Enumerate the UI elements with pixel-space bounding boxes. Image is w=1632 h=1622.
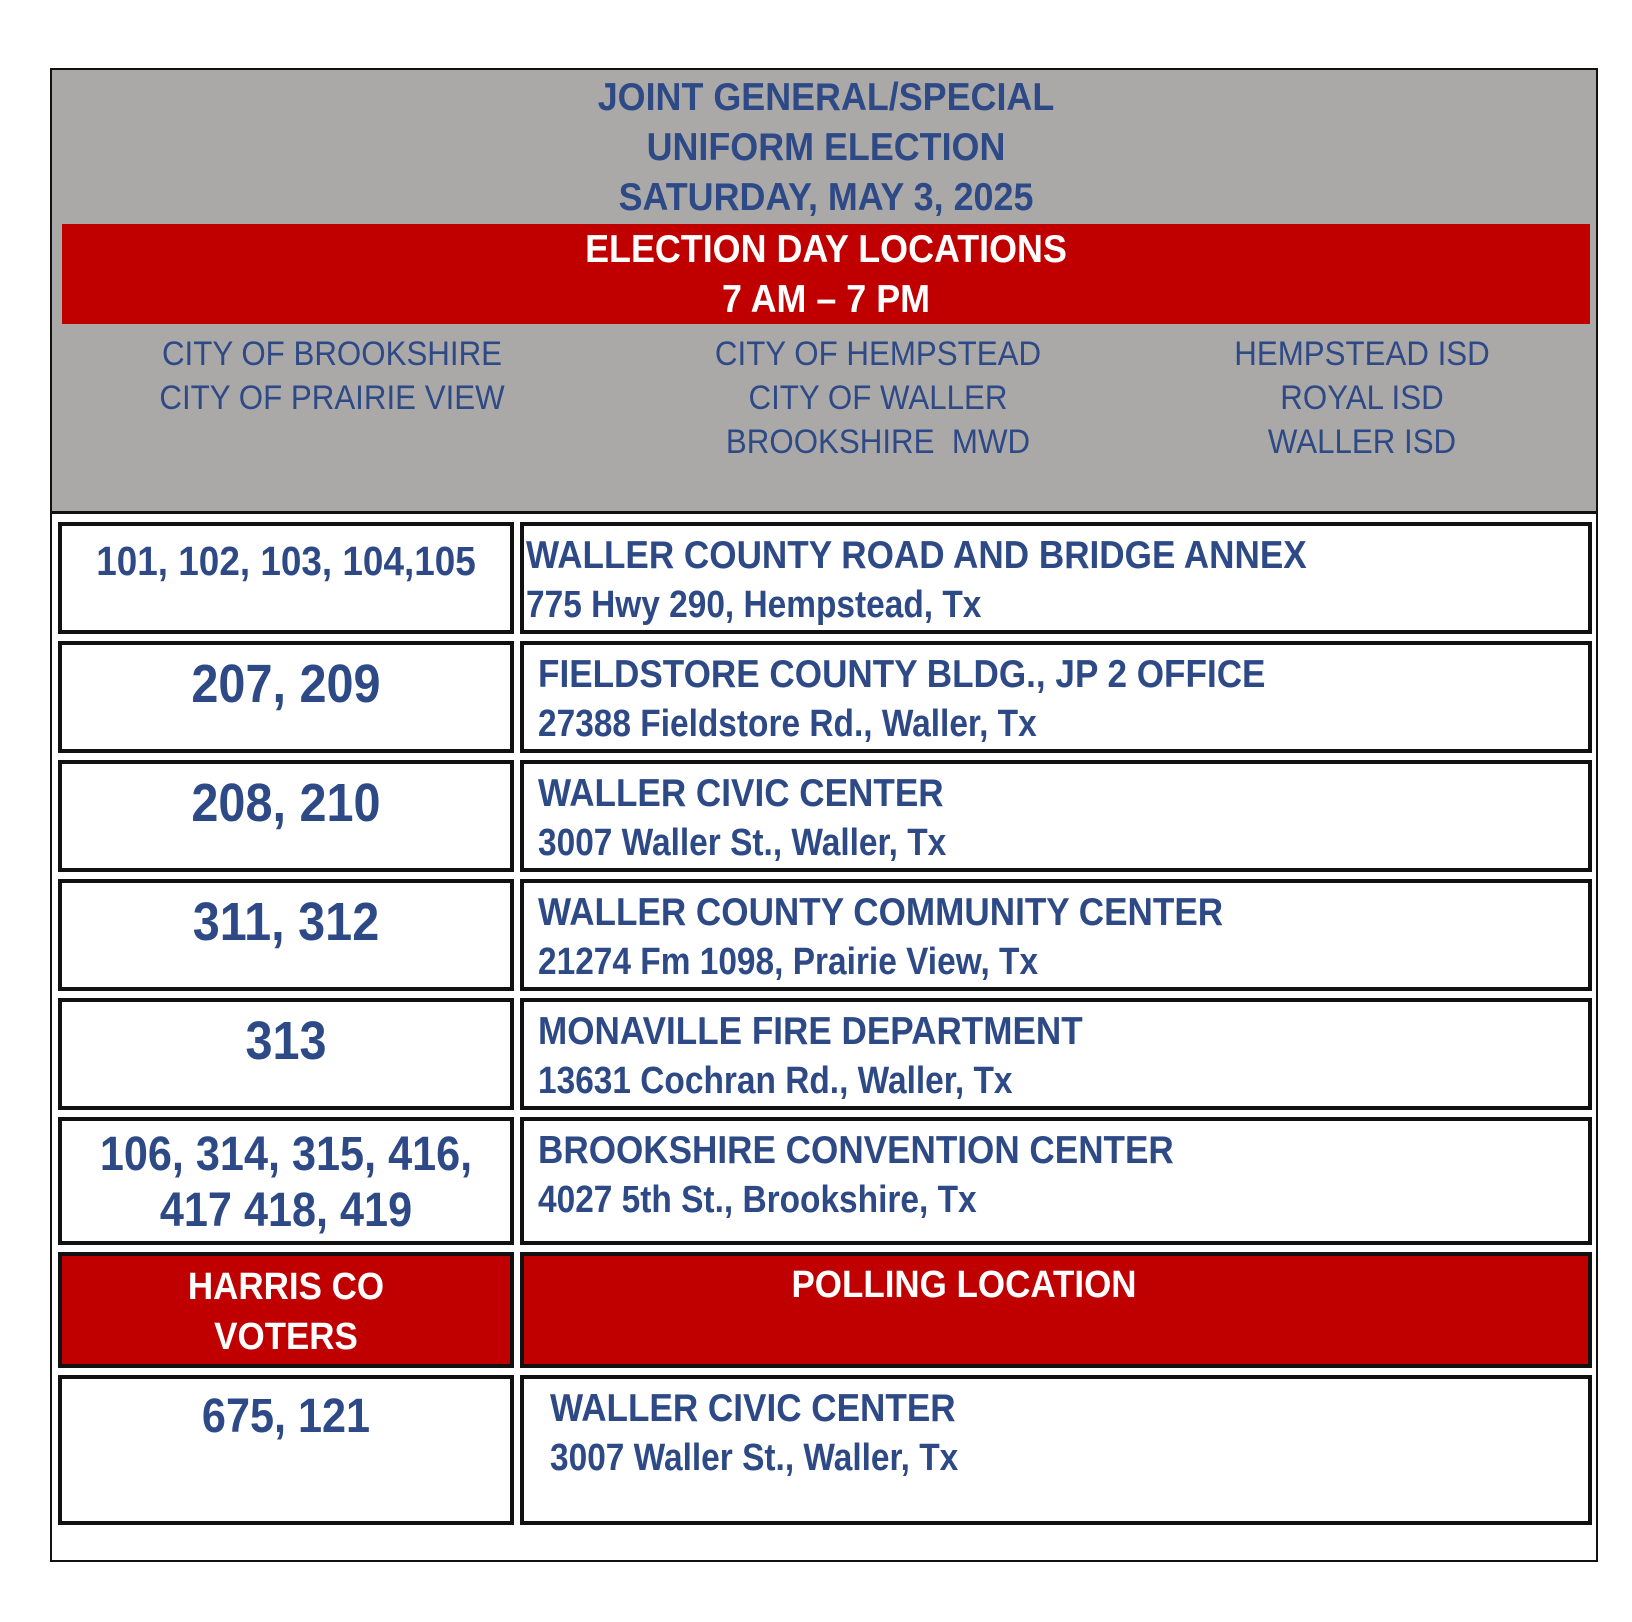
location-name: WALLER CIVIC CENTER bbox=[538, 772, 944, 815]
election-day-band bbox=[62, 224, 1590, 324]
precinct-numbers-line-2: 417 418, 419 bbox=[159, 1184, 413, 1237]
entity-column-2 bbox=[666, 332, 1089, 464]
location-address: 27388 Fieldstore Rd., Waller, Tx bbox=[538, 703, 1037, 745]
polling-location-label: POLLING LOCATION bbox=[791, 1264, 1137, 1306]
harris-voters-header bbox=[58, 1252, 514, 1368]
election-locations-table bbox=[50, 68, 1598, 1562]
location-cell bbox=[520, 522, 1592, 634]
precinct-cell bbox=[58, 760, 514, 872]
entity-item: CITY OF HEMPSTEAD bbox=[714, 335, 1042, 373]
precinct-numbers: 208, 210 bbox=[191, 773, 381, 833]
precinct-numbers: 675, 121 bbox=[201, 1390, 371, 1443]
entity-item: WALLER ISD bbox=[1267, 423, 1457, 461]
location-cell bbox=[520, 1117, 1592, 1245]
location-cell bbox=[520, 1375, 1592, 1525]
precinct-numbers: 101, 102, 103, 104,105 bbox=[96, 538, 476, 584]
harris-header-line-2: VOTERS bbox=[214, 1316, 358, 1358]
entity-item: ROYAL ISD bbox=[1280, 379, 1444, 417]
location-address: 21274 Fm 1098, Prairie View, Tx bbox=[538, 941, 1039, 983]
entity-item: CITY OF BROOKSHIRE bbox=[161, 335, 503, 373]
entity-column-3 bbox=[1178, 332, 1546, 464]
location-name: MONAVILLE FIRE DEPARTMENT bbox=[538, 1010, 1083, 1053]
location-cell bbox=[520, 641, 1592, 753]
location-name: FIELDSTORE COUNTY BLDG., JP 2 OFFICE bbox=[538, 653, 1266, 696]
entity-column-1 bbox=[130, 332, 535, 420]
location-cell bbox=[520, 998, 1592, 1110]
precinct-cell bbox=[58, 998, 514, 1110]
location-address: 3007 Waller St., Waller, Tx bbox=[550, 1437, 959, 1479]
location-address: 3007 Waller St., Waller, Tx bbox=[538, 822, 947, 864]
precinct-cell bbox=[58, 641, 514, 753]
title-line-3: SATURDAY, MAY 3, 2025 bbox=[618, 176, 1034, 219]
location-address: 13631 Cochran Rd., Waller, Tx bbox=[538, 1060, 1013, 1102]
band-line-2: 7 AM – 7 PM bbox=[721, 278, 931, 321]
precinct-numbers: 311, 312 bbox=[192, 892, 380, 952]
location-address: 4027 5th St., Brookshire, Tx bbox=[538, 1179, 977, 1221]
title-line-2: UNIFORM ELECTION bbox=[646, 126, 1006, 169]
polling-location-header bbox=[520, 1252, 1592, 1368]
location-cell bbox=[520, 760, 1592, 872]
location-cell bbox=[520, 879, 1592, 991]
title-line-1: JOINT GENERAL/SPECIAL bbox=[597, 76, 1055, 119]
precinct-cell bbox=[58, 1117, 514, 1245]
precinct-numbers: 313 bbox=[245, 1011, 327, 1071]
location-name: BROOKSHIRE CONVENTION CENTER bbox=[538, 1129, 1174, 1172]
precinct-cell bbox=[58, 1375, 514, 1525]
precinct-numbers: 207, 209 bbox=[191, 654, 381, 714]
precinct-cell bbox=[58, 522, 514, 634]
harris-header-line-1: HARRIS CO bbox=[187, 1266, 385, 1308]
band-line-1: ELECTION DAY LOCATIONS bbox=[585, 228, 1067, 271]
entity-item: CITY OF PRAIRIE VIEW bbox=[159, 379, 505, 417]
header-panel bbox=[52, 70, 1596, 514]
entity-item: BROOKSHIRE MWD bbox=[725, 423, 1031, 461]
location-address: 775 Hwy 290, Hempstead, Tx bbox=[526, 584, 982, 626]
precinct-cell bbox=[58, 879, 514, 991]
location-name: WALLER COUNTY ROAD AND BRIDGE ANNEX bbox=[526, 534, 1307, 577]
precinct-numbers-line-1: 106, 314, 315, 416, bbox=[99, 1128, 473, 1181]
location-name: WALLER COUNTY COMMUNITY CENTER bbox=[538, 891, 1224, 934]
entity-item: CITY OF WALLER bbox=[748, 379, 1008, 417]
location-name: WALLER CIVIC CENTER bbox=[550, 1387, 956, 1430]
entity-item: HEMPSTEAD ISD bbox=[1234, 335, 1490, 373]
